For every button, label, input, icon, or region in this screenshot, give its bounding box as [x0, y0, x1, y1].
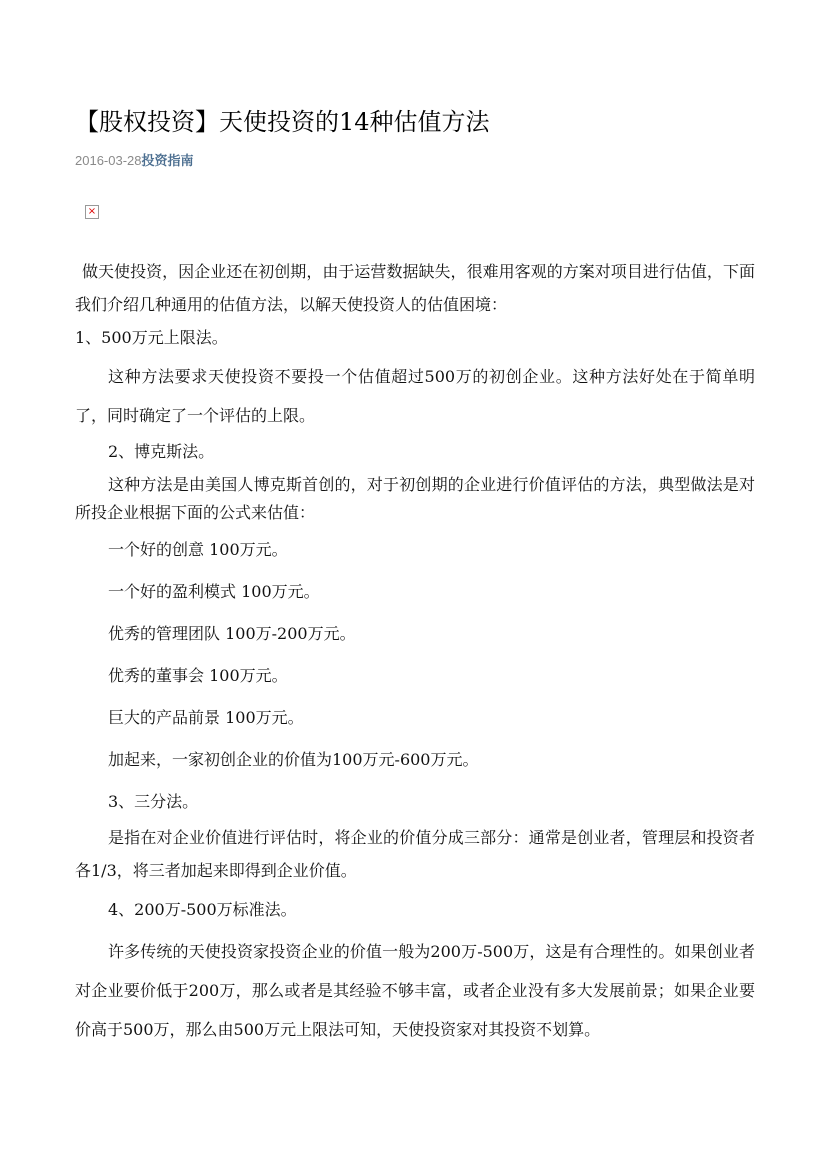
article-body: [75, 255, 755, 1049]
list-item: 一个好的创意 100万元。: [108, 540, 288, 559]
article-meta: [75, 150, 755, 169]
article-category-link[interactable]: 投资指南: [141, 153, 194, 168]
article: [75, 104, 755, 1049]
paragraph: 这种方法是由美国人博克斯首创的，对于初创期的企业进行价值评估的方法，典型做法是对所投企业根据下面的公式来估值：: [75, 475, 755, 522]
broken-image-icon: ×: [85, 205, 99, 219]
paragraph: 加起来，一家初创企业的价值为100万元-600万元。: [108, 750, 479, 769]
section-heading: 2、博克斯法。: [108, 442, 215, 461]
section-heading: 1、500万元上限法。: [75, 328, 228, 347]
article-date: 2016-03-28: [75, 153, 142, 168]
list-item: 优秀的董事会 100万元。: [108, 666, 288, 685]
list-item: 巨大的产品前景 100万元。: [108, 708, 304, 727]
article-title: 【股权投资】天使投资的14种估值方法: [75, 108, 490, 136]
paragraph: 做天使投资，因企业还在初创期，由于运营数据缺失，很难用客观的方案对项目进行估值，下面我们介绍几种通用的估值方法，以解天使投资人的估值困境：: [75, 262, 755, 314]
paragraph: 许多传统的天使投资家投资企业的价值一般为200万-500万，这是有合理性的。如果创业者对企业要价低于200万，那么或者是其经验不够丰富，或者企业没有多大发展前景；如果企业要价高于500万，那么由500万元上限法可知，天使投资家对其投资不划算。: [75, 942, 755, 1039]
paragraph: 这种方法要求天使投资不要投一个估值超过500万的初创企业。这种方法好处在于简单明了，同时确定了一个评估的上限。: [75, 367, 755, 425]
section-heading: 4、200万-500万标准法。: [108, 900, 297, 919]
list-item: 一个好的盈利模式 100万元。: [108, 582, 320, 601]
list-item: 优秀的管理团队 100万-200万元。: [108, 624, 356, 643]
section-heading: 3、三分法。: [108, 792, 199, 811]
paragraph: 是指在对企业价值进行评估时，将企业的价值分成三部分：通常是创业者，管理层和投资者各1/3，将三者加起来即得到企业价值。: [75, 828, 755, 880]
